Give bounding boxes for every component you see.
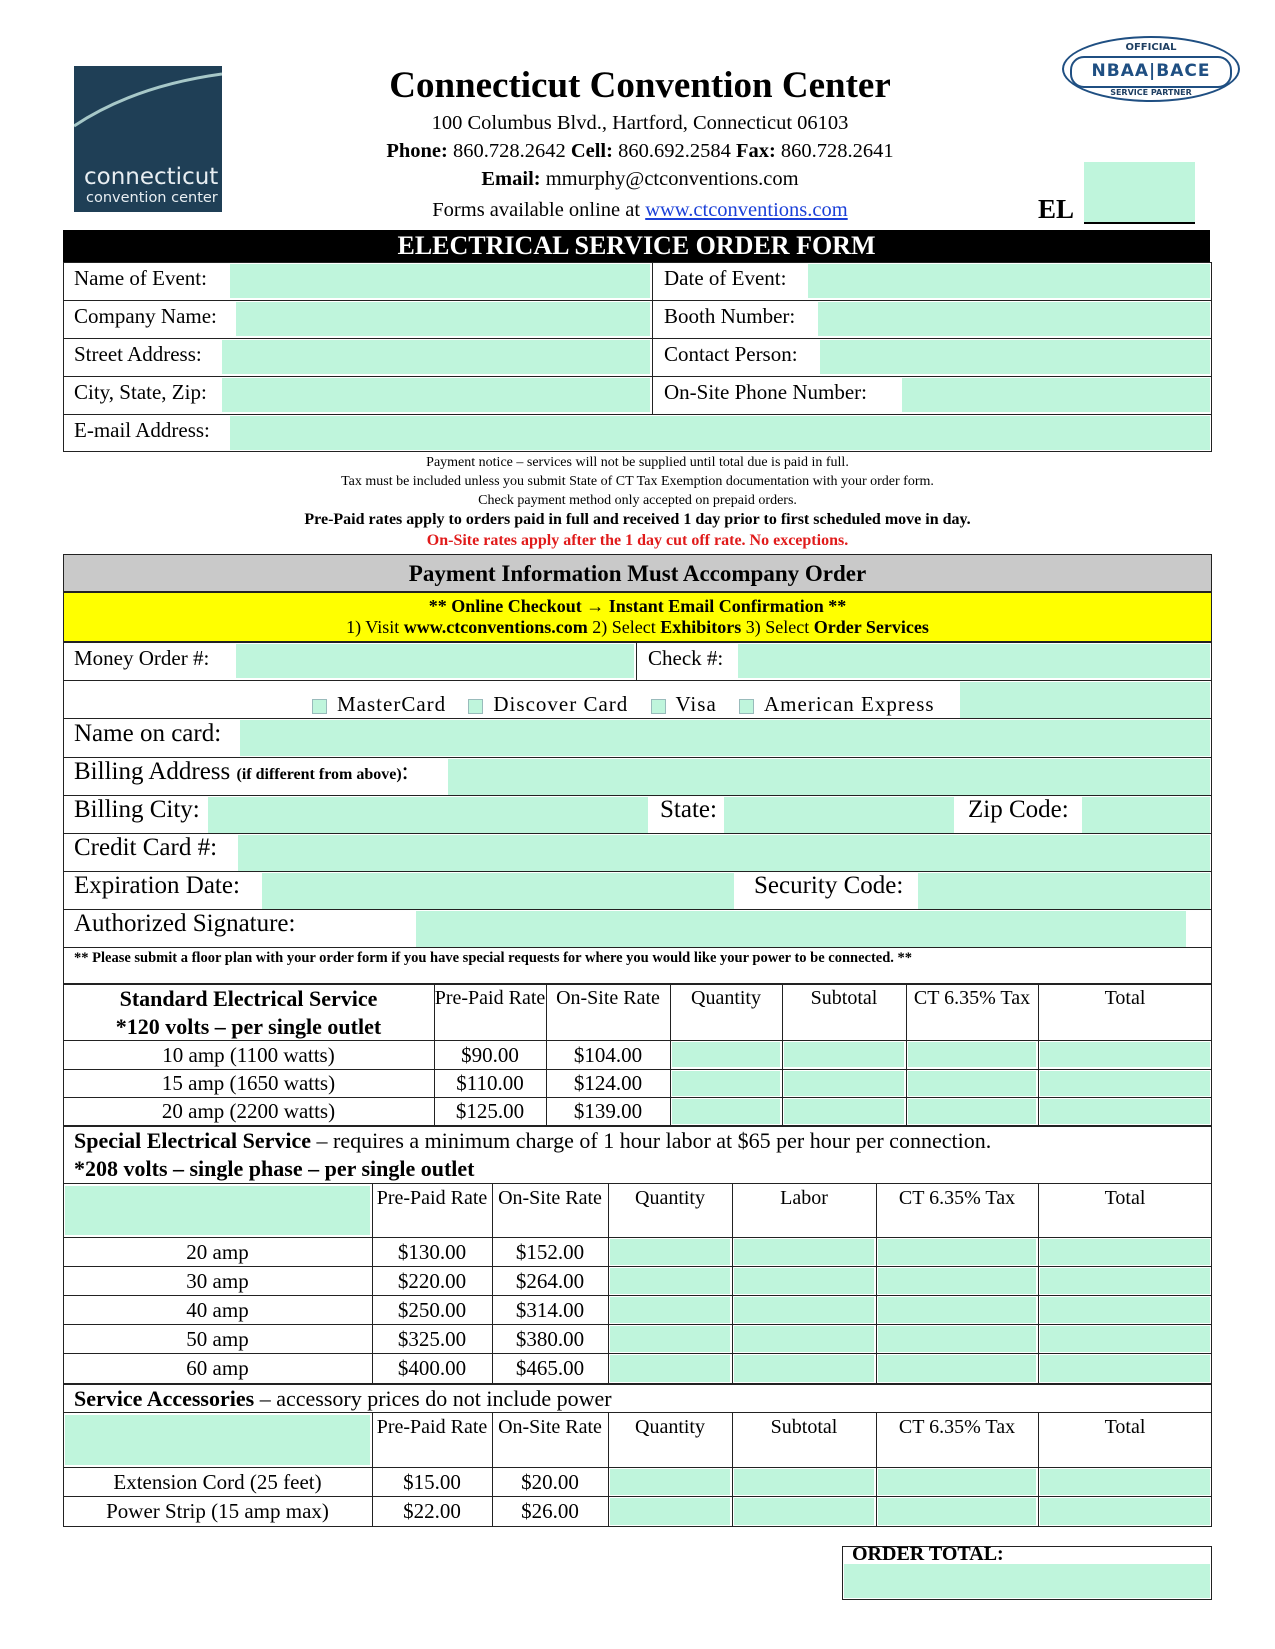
- name-of-event-label: Name of Event:: [74, 266, 207, 290]
- step2-exhibitors: Exhibitors: [660, 617, 742, 637]
- nbaa-bace-badge: [1062, 36, 1240, 102]
- order-total-input[interactable]: [844, 1564, 1210, 1598]
- accessories-title: [74, 1386, 612, 1412]
- tax-notice: Tax must be included unless you submit State of CT Tax Exemption documentation with your order form.: [341, 474, 934, 489]
- sp-row-name: 40 amp: [186, 1298, 249, 1322]
- phone-line: [300, 140, 980, 163]
- online-checkout-banner: [63, 592, 1212, 642]
- sp-labor-input[interactable]: [734, 1297, 874, 1323]
- sp-quantity-input[interactable]: [610, 1355, 730, 1382]
- sp-labor-input[interactable]: [734, 1326, 874, 1352]
- std-col-subtotal: Subtotal: [810, 987, 878, 1009]
- check-label: Check #:: [648, 646, 724, 670]
- sp-tax-input[interactable]: [878, 1268, 1036, 1294]
- check-input[interactable]: [738, 644, 1210, 678]
- std-row-name: 15 amp (1650 watts): [161, 1071, 336, 1095]
- sp-row-name: 60 amp: [186, 1356, 249, 1380]
- step1-text: 1) Visit: [346, 617, 400, 637]
- std-col-onsite: On-Site Rate: [556, 987, 660, 1009]
- sp-row-name: 30 amp: [186, 1269, 249, 1293]
- sp-total-input[interactable]: [1040, 1268, 1210, 1294]
- sp-labor-input[interactable]: [734, 1239, 874, 1265]
- floor-plan-note: ** Please submit a floor plan with your order form if you have special requests for where you would like your power to be connected. **: [74, 950, 913, 966]
- acc-row-onsite: $20.00: [521, 1470, 579, 1494]
- el-number-field[interactable]: [1084, 162, 1195, 224]
- acc-tax-input[interactable]: [878, 1498, 1036, 1525]
- acc-quantity-input[interactable]: [610, 1469, 730, 1495]
- acc-total-input[interactable]: [1040, 1498, 1210, 1525]
- visa-label: Visa: [675, 692, 717, 716]
- sp-tax-input[interactable]: [878, 1239, 1036, 1265]
- col-line: [732, 1183, 733, 1384]
- street-address-label: Street Address:: [74, 342, 202, 366]
- row-line: [63, 1097, 1212, 1098]
- cell-label: Cell:: [570, 140, 613, 162]
- sp-total-input[interactable]: [1040, 1355, 1210, 1382]
- phone-label: Phone:: [386, 140, 448, 162]
- std-subtotal-input[interactable]: [784, 1042, 904, 1067]
- order-total-label: ORDER TOTAL:: [852, 1543, 1004, 1565]
- sp-row-onsite: $152.00: [515, 1240, 585, 1264]
- mastercard-label: MasterCard: [337, 692, 447, 716]
- money-check-divider: [636, 642, 637, 680]
- sp-row-onsite: $314.00: [515, 1298, 585, 1322]
- acc-row-prepaid: $22.00: [403, 1499, 461, 1523]
- row-line: [63, 1412, 1212, 1413]
- billing-address-note: (if different from above): [236, 766, 402, 783]
- std-row-onsite: $124.00: [573, 1071, 643, 1095]
- std-col-quantity: Quantity: [691, 987, 761, 1009]
- logo-text-line1: connecticut: [84, 164, 219, 190]
- row-line: [63, 1324, 1212, 1325]
- acc-subtotal-input[interactable]: [734, 1498, 874, 1525]
- city-state-zip-label: City, State, Zip:: [74, 380, 207, 404]
- email-address-label: E-mail Address:: [74, 418, 210, 442]
- check-notice: Check payment method only accepted on prepaid orders.: [478, 493, 797, 508]
- std-row-name: 10 amp (1100 watts): [162, 1043, 335, 1067]
- credit-card-label: Credit Card #:: [74, 834, 218, 861]
- forms-link[interactable]: www.ctconventions.com: [645, 199, 848, 221]
- sp-col-total: Total: [1104, 1187, 1146, 1209]
- sp-quantity-input[interactable]: [610, 1297, 730, 1323]
- booth-number-label: Booth Number:: [664, 304, 796, 328]
- company-name-label: Company Name:: [74, 304, 217, 328]
- std-col-prepaid: Pre-Paid Rate: [434, 987, 546, 1009]
- visa-checkbox[interactable]: [651, 699, 666, 714]
- row-line: [63, 1183, 1212, 1184]
- state-input[interactable]: [724, 797, 954, 833]
- sp-col-labor: Labor: [780, 1187, 828, 1209]
- discover-label: Discover Card: [493, 692, 629, 716]
- std-quantity-input[interactable]: [672, 1099, 780, 1124]
- sp-total-input[interactable]: [1040, 1239, 1210, 1265]
- sp-quantity-input[interactable]: [610, 1268, 730, 1294]
- badge-bottom: SERVICE PARTNER: [1110, 88, 1192, 97]
- badge-top: OFFICIAL: [1125, 42, 1177, 53]
- acc-row-prepaid: $15.00: [403, 1470, 461, 1494]
- company-name-input[interactable]: [236, 302, 650, 336]
- sp-row-prepaid: $250.00: [397, 1298, 467, 1322]
- sp-labor-input[interactable]: [734, 1268, 874, 1294]
- acc-row-name: Extension Cord (25 feet): [113, 1470, 322, 1494]
- std-tax-input[interactable]: [908, 1099, 1036, 1124]
- phone-value: 860.728.2642: [452, 140, 566, 162]
- sp-tax-input[interactable]: [878, 1326, 1036, 1352]
- onsite-phone-label: On-Site Phone Number:: [664, 380, 867, 404]
- sp-row-name: 50 amp: [186, 1327, 249, 1351]
- sp-total-input[interactable]: [1040, 1297, 1210, 1323]
- sp-tax-input[interactable]: [878, 1355, 1036, 1382]
- acc-quantity-input[interactable]: [610, 1498, 730, 1525]
- visa-option[interactable]: [651, 692, 717, 716]
- online-steps-line: [64, 617, 1211, 638]
- row-line: [63, 680, 1212, 681]
- special-blank-field[interactable]: [65, 1186, 370, 1235]
- name-of-event-input[interactable]: [230, 264, 650, 298]
- date-of-event-label: Date of Event:: [664, 266, 787, 290]
- amex-option[interactable]: [739, 692, 935, 716]
- row-line: [63, 1496, 1212, 1497]
- special-title-bold: Special Electrical Service: [74, 1128, 312, 1153]
- col-line: [1038, 1183, 1039, 1384]
- std-quantity-input[interactable]: [672, 1071, 780, 1096]
- acc-col-onsite: On-Site Rate: [498, 1416, 602, 1438]
- row-line: [63, 1266, 1212, 1267]
- accessories-title-rest: – accessory prices do not include power: [254, 1386, 612, 1411]
- sp-labor-input[interactable]: [734, 1355, 874, 1382]
- fax-label: Fax:: [735, 140, 776, 162]
- credit-card-input[interactable]: [238, 835, 1210, 871]
- row-line: [63, 1040, 1212, 1041]
- zip-code-input[interactable]: [1082, 797, 1210, 833]
- mastercard-checkbox[interactable]: [312, 699, 327, 714]
- amex-checkbox[interactable]: [739, 699, 754, 714]
- el-label: EL: [1038, 194, 1075, 224]
- special-title: [74, 1128, 991, 1154]
- sp-row-prepaid: $130.00: [397, 1240, 467, 1264]
- booth-number-input[interactable]: [818, 302, 1210, 336]
- contact-person-input[interactable]: [820, 340, 1210, 374]
- row-line: [63, 1295, 1212, 1296]
- discover-option[interactable]: [468, 692, 628, 716]
- std-row-prepaid: $90.00: [461, 1043, 519, 1067]
- sp-total-input[interactable]: [1040, 1326, 1210, 1352]
- step1-site[interactable]: www.ctconventions.com: [403, 617, 588, 637]
- row-line: [63, 833, 1212, 834]
- std-row-name: 20 amp (2200 watts): [161, 1099, 336, 1123]
- name-on-card-input[interactable]: [240, 720, 1210, 756]
- sp-quantity-input[interactable]: [610, 1239, 730, 1265]
- email-value: mmurphy@ctconventions.com: [545, 168, 799, 190]
- std-row-prepaid: $125.00: [455, 1099, 525, 1123]
- sp-row-onsite: $264.00: [515, 1269, 585, 1293]
- std-col-tax: CT 6.35% Tax: [913, 987, 1031, 1009]
- std-total-input[interactable]: [1040, 1071, 1210, 1096]
- page-title: Connecticut Convention Center: [389, 65, 891, 106]
- street-address-input[interactable]: [222, 340, 650, 374]
- col-line: [608, 1183, 609, 1384]
- standard-title: Standard Electrical Service: [119, 986, 378, 1011]
- billing-city-label: Billing City:: [74, 796, 200, 823]
- std-total-input[interactable]: [1040, 1042, 1210, 1067]
- acc-col-subtotal: Subtotal: [770, 1416, 838, 1438]
- acc-col-total: Total: [1104, 1416, 1146, 1438]
- badge-middle: NBAA|BACE: [1070, 56, 1232, 88]
- money-order-input[interactable]: [236, 644, 634, 678]
- sp-row-onsite: $465.00: [515, 1356, 585, 1380]
- state-label: State:: [660, 796, 717, 823]
- row-line: [63, 718, 1212, 719]
- std-total-input[interactable]: [1040, 1099, 1210, 1124]
- acc-tax-input[interactable]: [878, 1469, 1036, 1495]
- billing-city-input[interactable]: [208, 797, 648, 833]
- forms-text: Forms available online at: [432, 199, 641, 221]
- address: 100 Columbus Blvd., Hartford, Connecticut 06103: [431, 112, 849, 134]
- security-code-input[interactable]: [918, 873, 1210, 909]
- step3-order-services: Order Services: [813, 617, 929, 637]
- online-checkout-line: ** Online Checkout → Instant Email Confirmation **: [428, 596, 847, 616]
- step3-text: 3) Select: [745, 617, 810, 637]
- accessories-title-bold: Service Accessories: [74, 1386, 255, 1411]
- acc-col-quantity: Quantity: [635, 1416, 705, 1438]
- row-line: [63, 414, 1212, 415]
- step2-text: 2) Select: [592, 617, 656, 637]
- row-line: [63, 1353, 1212, 1354]
- email-label: Email:: [481, 168, 541, 190]
- std-row-onsite: $139.00: [573, 1099, 643, 1123]
- sp-quantity-input[interactable]: [610, 1326, 730, 1352]
- billing-address-input[interactable]: [448, 759, 1210, 795]
- signature-input[interactable]: [416, 911, 1186, 947]
- acc-col-tax: CT 6.35% Tax: [898, 1416, 1016, 1438]
- ccc-logo: [74, 66, 222, 212]
- accessories-blank-field[interactable]: [65, 1415, 370, 1465]
- sp-row-name: 20 amp: [186, 1240, 249, 1264]
- sp-col-quantity: Quantity: [635, 1187, 705, 1209]
- std-col-total: Total: [1104, 987, 1146, 1009]
- std-row-prepaid: $110.00: [456, 1071, 524, 1095]
- card-type-row: [312, 692, 935, 717]
- std-row-onsite: $104.00: [573, 1043, 643, 1067]
- row-line: [63, 300, 1212, 301]
- acc-row-name: Power Strip (15 amp max): [106, 1499, 329, 1523]
- onsite-phone-input[interactable]: [902, 378, 1210, 412]
- discover-checkbox[interactable]: [468, 699, 483, 714]
- col-line: [876, 1183, 877, 1384]
- sp-col-tax: CT 6.35% Tax: [898, 1187, 1016, 1209]
- form-title: ELECTRICAL SERVICE ORDER FORM: [63, 230, 1210, 262]
- amex-label: American Express: [764, 692, 935, 716]
- zip-code-label: Zip Code:: [968, 796, 1069, 823]
- fax-value: 860.728.2641: [780, 140, 894, 162]
- money-order-label: Money Order #:: [74, 646, 210, 670]
- sp-row-prepaid: $220.00: [397, 1269, 467, 1293]
- forms-line: [300, 199, 980, 222]
- payment-notice: Payment notice – services will not be supplied until total due is paid in full.: [426, 455, 849, 470]
- logo-text-line2: convention center: [86, 190, 218, 206]
- special-subtitle: *208 volts – single phase – per single outlet: [74, 1156, 475, 1181]
- sp-col-onsite: On-Site Rate: [498, 1187, 602, 1209]
- card-type-field[interactable]: [960, 682, 1210, 718]
- mastercard-option[interactable]: [312, 692, 446, 716]
- security-code-label: Security Code:: [754, 872, 904, 899]
- standard-subtitle: *120 volts – per single outlet: [115, 1014, 382, 1039]
- signature-label: Authorized Signature:: [74, 910, 296, 937]
- std-tax-input[interactable]: [908, 1071, 1036, 1096]
- std-subtotal-input[interactable]: [784, 1099, 904, 1124]
- sp-row-onsite: $380.00: [515, 1327, 585, 1351]
- acc-row-onsite: $26.00: [521, 1499, 579, 1523]
- acc-total-input[interactable]: [1040, 1469, 1210, 1495]
- expiration-input[interactable]: [262, 873, 734, 909]
- sp-col-prepaid: Pre-Paid Rate: [376, 1187, 488, 1209]
- payment-title: Payment Information Must Accompany Order: [63, 554, 1212, 592]
- std-tax-input[interactable]: [908, 1042, 1036, 1067]
- acc-subtotal-input[interactable]: [734, 1469, 874, 1495]
- email-address-input[interactable]: [230, 416, 1210, 450]
- std-quantity-input[interactable]: [672, 1042, 780, 1067]
- acc-col-prepaid: Pre-Paid Rate: [376, 1416, 488, 1438]
- prepaid-notice: Pre-Paid rates apply to orders paid in full and received 1 day prior to first scheduled move in day.: [304, 511, 971, 528]
- billing-address-label: [74, 758, 409, 786]
- sp-tax-input[interactable]: [878, 1297, 1036, 1323]
- expiration-label: Expiration Date:: [74, 872, 240, 899]
- onsite-notice: On-Site rates apply after the 1 day cut off rate. No exceptions.: [426, 532, 849, 549]
- name-on-card-label: Name on card:: [74, 720, 222, 747]
- sp-row-prepaid: $400.00: [397, 1356, 467, 1380]
- row-line: [63, 376, 1212, 377]
- std-subtotal-input[interactable]: [784, 1071, 904, 1096]
- contact-person-label: Contact Person:: [664, 342, 798, 366]
- city-state-zip-input[interactable]: [222, 378, 650, 412]
- special-title-rest: – requires a minimum charge of 1 hour labor at $65 per hour per connection.: [311, 1128, 992, 1153]
- row-line: [63, 1069, 1212, 1070]
- billing-address-text: Billing Address: [74, 758, 231, 785]
- billing-address-colon: :: [401, 758, 409, 785]
- row-line: [63, 1467, 1212, 1468]
- row-line: [63, 1237, 1212, 1238]
- cell-value: 860.692.2584: [618, 140, 731, 162]
- date-of-event-input[interactable]: [808, 264, 1210, 298]
- sp-row-prepaid: $325.00: [397, 1327, 467, 1351]
- row-line: [63, 947, 1212, 948]
- email-line: [300, 168, 980, 191]
- row-line: [63, 338, 1212, 339]
